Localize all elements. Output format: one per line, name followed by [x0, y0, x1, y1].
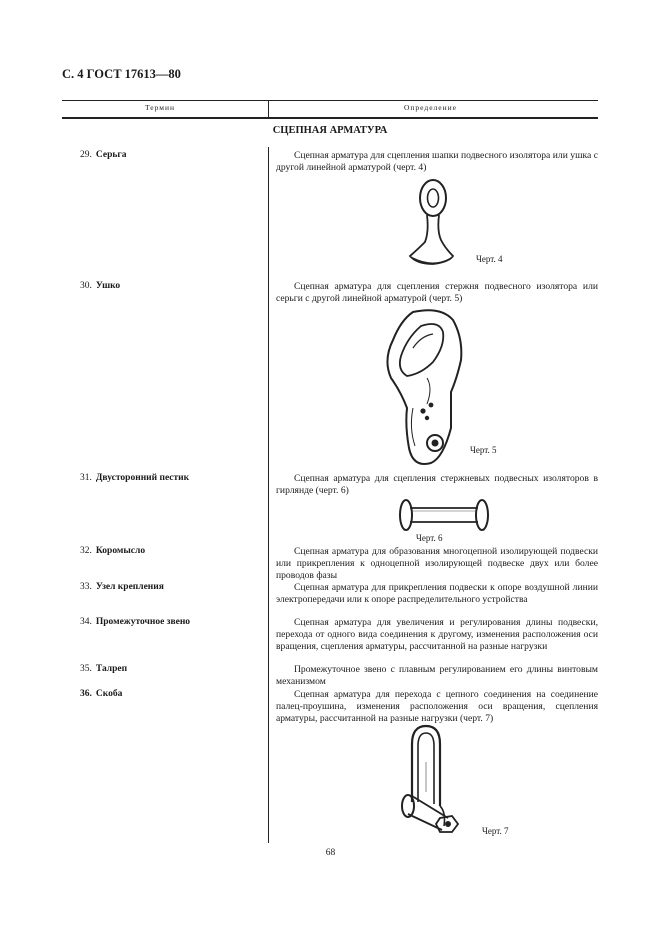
term-32 [80, 546, 145, 556]
term-number: 33. [80, 582, 92, 592]
table-header-rule [62, 117, 598, 119]
definition-column-header: Определение [404, 103, 457, 112]
terms-column-header: Термин [145, 103, 176, 112]
term-number: 36. [80, 689, 92, 699]
term-name: Коромысло [95, 546, 146, 556]
table-top-rule [62, 100, 598, 101]
term-name: Промежуточное звено [95, 617, 191, 627]
term-30 [80, 281, 120, 291]
definition-32: Сцепная арматура для образования многоцепной изолирующей подвески или прикрепления к одноцепной изолирующей подвеске двух или более проводов фазы [276, 546, 598, 581]
term-name: Узел крепления [95, 582, 164, 592]
page-number: 68 [325, 848, 336, 858]
shackle-figure [405, 176, 465, 271]
term-number: 34. [80, 617, 92, 627]
term-33 [80, 582, 164, 592]
definition-29: Сцепная арматура для сцепления шапки подвесного изолятора или ушка с другой линейной арматурой (черт. 4) [276, 150, 598, 173]
definition-30: Сцепная арматура для сцепления стержня подвесного изолятора или серьги с другой линейной арматурой (черт. 5) [276, 281, 598, 304]
definition-31: Сцепная арматура для сцепления стержневых подвесных изоляторов в гирлянде (черт. 6) [276, 473, 598, 496]
double-pin-figure [398, 497, 490, 533]
term-31 [80, 473, 189, 483]
term-name: Двусторонний пестик [95, 473, 190, 483]
term-number: 32. [80, 546, 92, 556]
page-header: С. 4 ГОСТ 17613—80 [62, 67, 181, 81]
term-34 [80, 617, 190, 627]
eye-link-figure [383, 308, 473, 468]
term-name: Талреп [95, 664, 128, 674]
term-36 [80, 689, 122, 699]
column-divider-body [268, 147, 269, 843]
term-name: Серьга [95, 150, 127, 160]
definition-34: Сцепная арматура для увеличения и регулирования длины подвески, перехода от одного вида соединения к другому, изменения расположения оси вращения, сцепления арматуры, рассчитанной на разные нагрузки [276, 617, 598, 652]
term-number: 31. [80, 473, 92, 483]
definition-35: Промежуточное звено с плавным регулированием его длины винтовым механизмом [276, 664, 598, 687]
term-35 [80, 664, 127, 674]
figure-caption-6: Черт. 6 [416, 533, 443, 543]
figure-caption-7: Черт. 7 [482, 826, 509, 836]
definition-36: Сцепная арматура для перехода с цепного соединения на соединение палец-проушина, изменения расположения оси вращения, сцепления арматуры, рассчитанной на разные нагрузки (черт. 7) [276, 689, 598, 724]
column-divider [268, 100, 269, 117]
term-number: 35. [80, 664, 92, 674]
clevis-figure [382, 722, 470, 842]
figure-caption-4: Черт. 4 [476, 254, 503, 264]
term-29 [80, 150, 126, 160]
figure-caption-5: Черт. 5 [470, 445, 497, 455]
term-name: Скоба [95, 689, 123, 699]
section-title: СЦЕПНАЯ АРМАТУРА [272, 125, 388, 136]
term-number: 29. [80, 150, 92, 160]
definition-33: Сцепная арматура для прикрепления подвески к опоре воздушной линии электропередачи или к опоре распределительного устройства [276, 582, 598, 605]
term-number: 30. [80, 281, 92, 291]
term-name: Ушко [95, 281, 121, 291]
